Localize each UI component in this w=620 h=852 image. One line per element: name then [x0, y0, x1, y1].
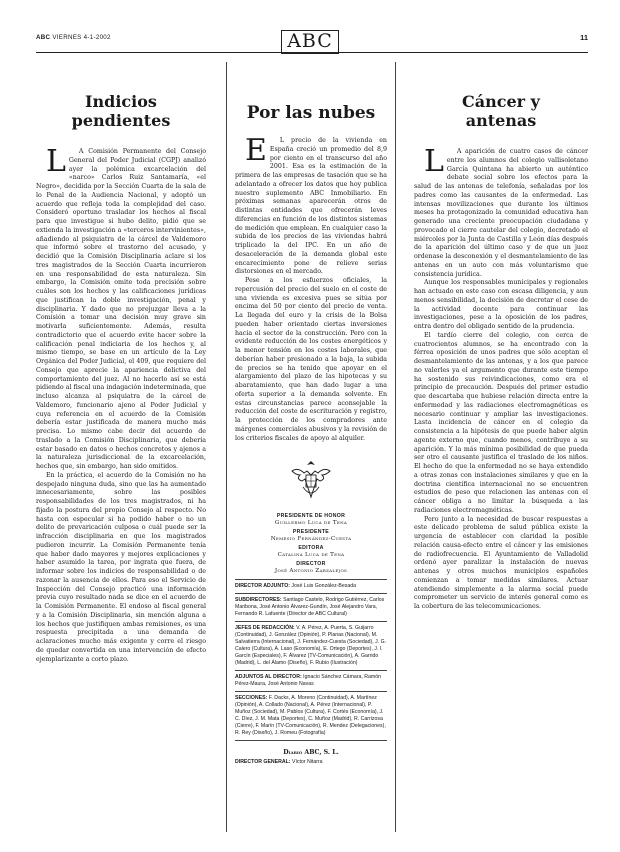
staff-label: DIRECTOR ADJUNTO: — [235, 583, 290, 590]
company-name: Diario ABC, S. L. — [235, 740, 387, 756]
staff-label: SUBDIRECTORES: — [235, 597, 282, 604]
header-date: VIERNES 4-1-2002 — [52, 34, 111, 41]
header-dateline — [36, 34, 111, 41]
masthead-roles — [235, 513, 387, 575]
staff-label: SECCIONES: — [235, 695, 268, 702]
staff-label: DIRECTOR GENERAL: — [235, 759, 291, 766]
editorial-title: Por las nubes — [246, 103, 376, 123]
role-label: PRESIDENTE DE HONOR — [276, 513, 346, 520]
staff-block — [235, 593, 387, 621]
editorial-title — [414, 92, 588, 130]
paragraph: El tardío cierre del colegio, con cerca de cuatrocientos alumnos, se ha encontrado con la férrea oposición de unos padres que sólo aceptan el desmantelamiento de las antenas, y a los que parece no valerles ya el argumento que durante este tiempo ha sostenido sus reivindicaciones, como era el principio de precaución. Después del primer estudio que descartaba que hubiese relación directa entre la enfermedad y las radiaciones electromagnéticas es necesario continuar y ampliar las investigaciones. Lasta incidencia de cáncer en el colegio da consistencia a la hipótesis de que puede haber algún agente externo que, cuando menos, contribuye a su aparición. Y la más mínima posibilidad de que pueda ser otro el causante justifica el traslado de los niños. El hecho de que la enfermedad no se haya extendido a otras zonas con instalaciones similares y que en la doctrina científica internacional no se encuentren estudios de peso que relacionen las antenas con el cáncer obliga a no limitar la búsqueda a las radiaciones electromagnéticas. — [414, 331, 588, 514]
staff-names: José Luis González-Besada — [291, 583, 356, 590]
staff-names: F. Dacks, A. Moreno (Continuidad), A. Martínez (Opinión), A. Collado (Nacional), A. Pérez (Internacional), P. Muñoz (Sociedad), M. Pablos (Cultura), F. Cortés (Economía), J. C. Díez, J. M. Mata (Deportes), C. Muñoz (Madrid), R. Carrizosa (Cierre), F. Marín (TV-Comunicación), R. Mendez (Delegaciones), R. Rey (Diseño), J. Romeu (Fotografía) — [235, 695, 386, 737]
role-name: Nemesio Fernández-Cuesta — [270, 536, 352, 543]
paragraph-text: L precio de la vivienda en España creció un promedio del 8,9 por ciento en el transcurso del año 2001. Esa es la estimación de la primera de las empresas de tasación que se ha adelantado a ofrecer los datos que hoy publica nuestro suplemento ABC Inmobiliario. En próximas semanas aparecerán otros de distintas entidades que ofrecerán leves diferencias en función de los distintos sistemas de medición que emplean. En cualquier caso la subida de los precios de las viviendas habrá triplicado la del IPC. En un año de desaceleración de la demanda global este encarecimiento pone de relieve serias distorsiones en el mercado. — [235, 137, 387, 276]
dropcap: E — [245, 133, 267, 168]
staff-block — [235, 621, 387, 670]
title-line-2: antenas — [465, 111, 537, 130]
paragraph-text: A aparición de cuatro casos de cáncer entre los alumnos del colegio vallisoletano García Quintana ha abierto un auténtico debate social sobre los efectos para la salud de las antenas de telefonía, señaladas por los padres como las causantes de la enfermedad. Las intensas movilizaciones que durante los últimos meses ha protagonizado la comunidad educativa han generado una creciente preocupación ciudadana y provocado el cierre cautelar del colegio, decretado el miércoles por la Junta de Castilla y León días después de la aparición del último caso y de que un juez ordenase la desconexión y el desmantelamiento de las antenas en un auto con más voluntarismo que consistencia jurídica. — [414, 148, 588, 278]
title-line-1: Cáncer y — [462, 92, 540, 111]
role-label: PRESIDENTE — [292, 529, 330, 536]
header-rule — [36, 52, 588, 53]
page-number: 11 — [580, 33, 588, 42]
paragraph — [235, 133, 387, 277]
paragraph — [414, 144, 588, 279]
staff-label: ADJUNTOS AL DIRECTOR: — [235, 674, 302, 681]
role-name: Guillermo Luca de Tena — [274, 520, 348, 527]
staff-label: JEFES DE REDACCIÓN: — [235, 625, 295, 632]
staff-block — [235, 670, 387, 691]
editorial-indicios — [36, 62, 206, 664]
staff-names: Ignacio Sánchez Cámara, Ramón Pérez-Maura, José Antonio Navas — [235, 674, 381, 688]
coat-of-arms-icon — [288, 457, 334, 503]
role-name: Catalina Luca de Tena — [277, 552, 345, 559]
staff-names: Víctor Nitarra — [291, 759, 323, 766]
staff-names: Santiago Castelo, Rodrigo Gutiérrez, Carlos Maribona, José Antonio Álvarez-Gundín, José Alejandro Vara, Fernando R. Lafuente (Director de ABC Cultural) — [235, 597, 385, 618]
paragraph: Aunque los responsables municipales y regionales han actuado en este caso con escasa diligencia, y aun menos sensibilidad, la decisión de decretar el cese de la actividad docente para continuar las investigaciones, pese a la oposición de los padres, entra dentro del obligado sentido de la prudencia. — [414, 279, 588, 330]
role-label: EDITORA — [298, 545, 324, 552]
role-name: José Antonio Zarzalejos — [274, 568, 348, 575]
paragraph-text: A Comisión Permanente del Consejo General del Poder Judicial (CGPJ) analizó ayer la polémica excarcelación del «narco» Carlos Ruiz Santamaría, «el Negro», decidida por la Sección Cuarta de la sala de lo Penal de la Audiencia Nacional, y adoptó un acuerdo que refleja toda la complejidad del caso. Consideró oportuno trasladar los hechos al fiscal para que investigue si hubo delito, pidió que se extienda la investigación a «terceros intervinientes», añadiendo al psiquiatra de la cárcel de Valdemoro que informó sobre el trastorno del acusado, y decidió que la Comisión Disciplinaria aclare si los tres magistrados de la Sección Cuarta incurrieron en una responsabilidad de esta naturaleza. Sin embargo, la Comisión omite toda precisión sobre cuáles son los hechos y las calificaciones jurídicas que justifican la doble investigación, penal y disciplinaria. Y dado que no prejuzgar lleva a la Comisión a tomar una decisión muy grave sin motivarla suficientemente. Además, resulta contradictorio que el acuerdo evite hacer sobre la calificación penal indiciaria de los hechos y, al mismo tiempo, se base en un artículo de la Ley Orgánica del Poder Judicial, el 409, que requiere del Consejo que aprecie la apariencia delictiva del comportamiento del juez. Al no hacerlo así se está pidiendo al fiscal una indagación indeterminada, que incluso alcanza al psiquiatra de la cárcel de Valdemoro, funcionario ajeno al Poder Judicial y cuya referencia en el acuerdo de la Comisión debería estar justificada de manera mucho más precisa. Lo mismo cabe decir del acuerdo de traslado a la Comisión Disciplinaria, que debería estar basado en datos o hechos concretos y ajenos a la naturaleza jurisdiccional de la excarcelación, hechos que, sin embargo, han sido omitidos. — [36, 148, 206, 470]
editorial-cancer — [414, 62, 588, 612]
staff-names: V. A. Pérez, A. Puerta, S. Guijarro (Continuidad), J. González (Opinión), P. Planas (Nacional), M. Salvatierra (Internacional), J. Fernández-Cuesta (Sociedad), J. G. Calero (Cultura), A. Laso (Economía), E. Ortego (Deportes), J. I. Garcín (Especiales), F. Álvarez (TV-Comunicación), A. Garrido (Madrid), L. del Álamo (Diseño), F. Rubio (Ilustración) — [235, 625, 387, 667]
staff-block — [235, 579, 387, 593]
dropcap: L — [46, 144, 66, 179]
title-line-1: Indicios — [85, 92, 157, 111]
page-header — [36, 30, 588, 52]
title-line-2: pendientes — [71, 111, 171, 130]
paragraph: En la práctica, el acuerdo de la Comisión no ha despejado ninguna duda, sino que las ha aumentado innecesariamente, sobre las posibles responsabilidades de los tres magistrados, ni ha fijado la postura del propio Consejo al respecto. No hasta con especular si ha podido haber o no un delito de prevaricación culposa o cuál puede ser la infracción disciplinaria en que los magistrados pudieron incurrir. La Comisión Permanente tenía que haber dado mayores y mejores explicaciones y haber asumido la tarea, por ingrata que fuera, de informar sobre los indicios de responsabilidad o de razonar la ausencia de ellos. Para eso el Servicio de Inspección del Consejo practicó una información previa cuyo resultado nada se dice en el acuerdo de la Comisión Permanente. El endoso al fiscal general y a la Comisión Disciplinaria, sin mención alguna a los hechos que justifiquen ambas remisiones, es una respuesta precipitada a una demanda de aclaraciones mucho más exigente y corre el riesgo de quedar convertida en una intervención de efecto ejemplarizante a corto plazo. — [36, 471, 206, 663]
dropcap: L — [424, 144, 444, 179]
paragraph: Pero junto a la necesidad de buscar respuestas a este delicado problema de salud pública existe la urgencia de establecer con claridad la posible relación causa-efecto entre el cáncer y las emisiones de radiofrecuencia. El Ayuntamiento de Valladolid ordenó ayer paralizar la instalación de nuevas antenas y otros muchos municipios españoles comienzan a tomar medidas similares. Actuar atendiendo simplemente a la alarma social puede comprometer un servicio de interés general como es la cobertura de las telecomunicaciones. — [414, 515, 588, 610]
role-label: DIRECTOR — [296, 561, 326, 568]
masthead — [235, 513, 387, 766]
header-paper: ABC — [36, 34, 51, 41]
editorial-title — [36, 92, 206, 130]
staff-block — [235, 691, 387, 740]
editorial-nubes — [226, 62, 396, 832]
paragraph — [36, 144, 206, 472]
general-director — [235, 756, 387, 766]
paragraph: Pese a los esfuerzos oficiales, la repercusión del precio del suelo en el coste de una vivienda es excesiva pues se sitúa por encima del 50 por ciento del precio de venta. La llegada del euro y la crisis de la Bolsa pueden haber orientado ciertas inversiones hacia el sector de la construcción. Pero con la evidente reducción de los costes energéticos y la menor tensión en los costes laborales, que deberían haber presionado a la baja, la subida de precios se ha tenido que apoyar en el alargamiento del plazo de las hipotecas y su abaratamiento, que han dado lugar a una oferta superior a la demanda solvente. En estas circunstancias parece aconsejable la reducción del coste de escrituración y registro, la protección de los compradores ante márgenes comerciales abusivos y la revisión de los criterios fiscales de apoyo al alquiler. — [235, 277, 387, 442]
abc-logo: ABC — [281, 30, 339, 54]
